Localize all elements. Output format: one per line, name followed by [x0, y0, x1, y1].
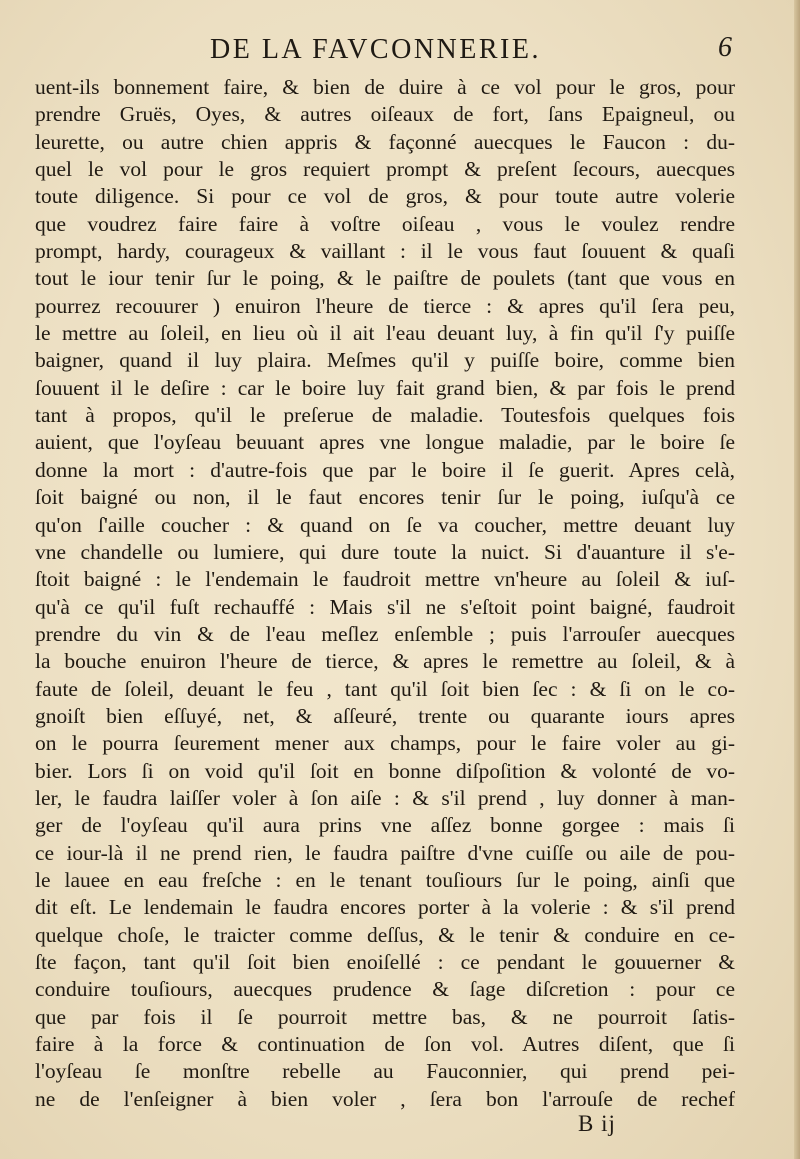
text-line: que par fois il ſe pourroit mettre bas, & ne pourroit ſatis- [35, 1004, 735, 1029]
text-line: prompt, hardy, courageux & vaillant : il le vous faut ſouuent & quaſi [35, 239, 735, 264]
text-line: pourrez recouurer ) enuiron l'heure de tierce : & apres qu'il ſera peu, [35, 293, 735, 318]
text-line: toute diligence. Si pour ce vol de gros, & pour toute autre volerie [35, 184, 735, 209]
text-line: l'oyſeau ſe monſtre rebelle au Fauconnier, qui prend pei- [35, 1059, 735, 1084]
text-line: on le pourra ſeurement mener aux champs, pour le faire voler au gi- [35, 731, 735, 756]
text-line: quel le vol pour le gros requiert prompt & preſent ſecours, auecques [35, 157, 735, 182]
text-line: la bouche enuiron l'heure de tierce, & apres le remettre au ſoleil, & à [35, 649, 735, 674]
page-edge [794, 0, 800, 1159]
body-text [35, 74, 735, 1113]
text-line: tant à propos, qu'il le preſerue de maladie. Toutesfois quelques fois [35, 403, 735, 428]
page-number: 6 [718, 32, 732, 63]
text-line: ſouuent il le deſire : car le boire luy fait grand bien, & par fois le prend [35, 375, 735, 400]
text-line: auient, que l'oyſeau beuuant apres vne longue maladie, par le boire ſe [35, 430, 735, 455]
text-line: ne de l'enſeigner à bien voler , ſera bon l'arrouſe de rechef [35, 1086, 735, 1111]
text-line: ler, le faudra laiſſer voler à ſon aiſe : & s'il prend , luy donner à man- [35, 785, 735, 810]
text-line: dit eſt. Le lendemain le faudra encores porter à la volerie : & s'il prend [35, 895, 735, 920]
text-line: prendre Gruës, Oyes, & autres oiſeaux de fort, ſans Epaigneul, ou [35, 102, 735, 127]
text-line: leurette, ou autre chien appris & façonné auecques le Faucon : du- [35, 129, 735, 154]
text-line: qu'à ce qu'il fuſt rechauffé : Mais s'il ne s'eſtoit point baigné, faudroit [35, 594, 735, 619]
signature-mark: B ij [578, 1111, 616, 1136]
text-line: faire à la force & continuation de ſon vol. Autres diſent, que ſi [35, 1032, 735, 1057]
running-head-title: DE LA FAVCONNERIE. [210, 34, 541, 65]
text-line: uent-ils bonnement faire, & bien de duire à ce vol pour le gros, pour [35, 75, 735, 99]
text-line: baigner, quand il luy plaira. Meſmes qu'il y puiſſe boire, comme bien [35, 348, 735, 373]
text-line: quelque choſe, le traicter comme deſſus, & le tenir & conduire en ce- [35, 922, 735, 947]
text-line: donne la mort : d'autre-fois que par le boire il ſe guerit. Apres celà, [35, 457, 735, 482]
text-line: que voudrez faire faire à voſtre oiſeau , vous le voulez rendre [35, 211, 735, 236]
text-line: bier. Lors ſi on void qu'il ſoit en bonne diſpoſition & volonté de vo- [35, 758, 735, 783]
text-line: conduire touſiours, auecques prudence & ſage diſcretion : pour ce [35, 977, 735, 1002]
text-line: gnoiſt bien eſſuyé, net, & aſſeuré, trente ou quarante iours apres [35, 703, 735, 728]
text-line: ſoit baigné ou non, il le faut encores tenir ſur le poing, iuſqu'à ce [35, 485, 735, 510]
text-line: faute de ſoleil, deuant le feu , tant qu'il ſoit bien ſec : & ſi on le co- [35, 676, 735, 701]
text-line: vne chandelle ou lumiere, qui dure toute la nuict. Si d'auanture il s'e- [35, 539, 735, 564]
text-line: le lauee en eau freſche : en le tenant touſiours ſur le poing, ainſi que [35, 867, 735, 892]
text-line: tout le iour tenir ſur le poing, & le paiſtre de poulets (tant que vous en [35, 266, 735, 291]
text-line: prendre du vin & de l'eau meſlez enſemble ; puis l'arrouſer auecques [35, 621, 735, 646]
text-line: ſte façon, tant qu'il ſoit bien enoiſellé : ce pendant le gouuerner & [35, 950, 735, 974]
text-line: qu'on ſ'aille coucher : & quand on ſe va coucher, mettre deuant luy [35, 512, 735, 537]
text-line: ger de l'oyſeau qu'il aura prins vne aſſez bonne gorgee : mais ſi [35, 813, 735, 838]
text-line: ce iour-là il ne prend rien, le faudra paiſtre d'vne cuiſſe ou aile de pou- [35, 840, 735, 865]
text-line: ſtoit baigné : le l'endemain le faudroit mettre vn'heure au ſoleil & iuſ- [35, 567, 735, 592]
text-line: le mettre au ſoleil, en lieu où il ait l'eau deuant luy, à fin qu'il ſ'y puiſſe [35, 321, 735, 346]
running-head [0, 30, 800, 70]
